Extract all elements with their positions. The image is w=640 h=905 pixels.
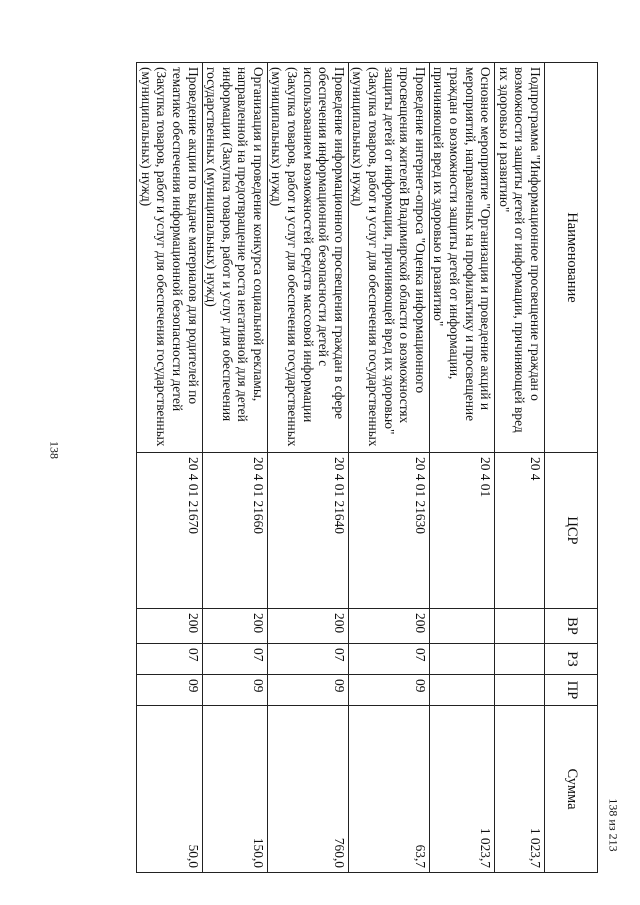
table-row — [137, 63, 202, 873]
cell-name: Основное мероприятие "Организация и проведение акций и мероприятий, направленных на профилактику и просвещение граждан о возможности защиты детей от информации, причиняющей вред их здоровью и развитию" — [429, 63, 494, 453]
header-pr: ПР — [545, 675, 598, 706]
table-header-row — [545, 63, 598, 873]
cell-vr: 200 — [202, 609, 267, 644]
cell-rz: 07 — [137, 644, 202, 675]
cell-sum: 1 023,7 — [495, 706, 545, 873]
budget-table — [136, 62, 598, 873]
cell-name: Подпрограмма "Информационное просвещение граждан о возможности защиты детей от информации, причиняющей вред их здоровью и развитию" — [495, 63, 545, 453]
cell-vr: 200 — [267, 609, 348, 644]
table-row — [348, 63, 429, 873]
cell-pr: 09 — [348, 675, 429, 706]
cell-csr: 20 4 — [495, 453, 545, 609]
cell-csr: 20 4 01 21630 — [348, 453, 429, 609]
cell-pr — [495, 675, 545, 706]
cell-sum: 50,0 — [137, 706, 202, 873]
cell-sum: 1 023,7 — [429, 706, 494, 873]
table-row — [429, 63, 494, 873]
cell-csr: 20 4 01 21660 — [202, 453, 267, 609]
header-rz: РЗ — [545, 644, 598, 675]
cell-csr: 20 4 01 21670 — [137, 453, 202, 609]
cell-csr: 20 4 01 — [429, 453, 494, 609]
budget-table-container — [108, 62, 598, 872]
cell-name: Проведение интернет-опроса "Оценка информационного просвещения жителей Владимирской области о возможностях защиты детей от информации, причиняющей вред их здоровью" (Закупка товаров, работ и услуг для обеспечения государственных (муниципальных) нужд) — [348, 63, 429, 453]
cell-sum: 760,0 — [267, 706, 348, 873]
cell-vr — [429, 609, 494, 644]
cell-rz: 07 — [202, 644, 267, 675]
cell-name: Проведение информационного просвещения граждан в сфере обеспечения информационной безопасности детей с использованием возможностей средств массовой информации (Закупка товаров, работ и услуг для обеспечения государственных (муниципальных) нужд) — [267, 63, 348, 453]
page-number-bottom: 138 из 213 — [606, 798, 621, 852]
cell-sum: 63,7 — [348, 706, 429, 873]
cell-rz — [429, 644, 494, 675]
cell-vr — [495, 609, 545, 644]
table-row — [495, 63, 545, 873]
cell-name: Проведение акции по выдаче материалов для родителей по тематике обеспечения информационной безопасности детей (Закупка товаров, работ и услуг для обеспечения государственных (муниципальных) нужд) — [137, 63, 202, 453]
cell-csr: 20 4 01 21640 — [267, 453, 348, 609]
header-csr: ЦСР — [545, 453, 598, 609]
page-number-top: 138 — [47, 441, 62, 459]
cell-sum: 150,0 — [202, 706, 267, 873]
header-vr: ВР — [545, 609, 598, 644]
cell-rz: 07 — [267, 644, 348, 675]
cell-pr: 09 — [202, 675, 267, 706]
header-name: Наименование — [545, 63, 598, 453]
cell-pr: 09 — [137, 675, 202, 706]
cell-name: Организация и проведение конкурса социальной рекламы, направленной на предотвращение роста негативной для детей информации (Закупка товаров, работ и услуг для обеспечения государственных (муниципальных) нужд) — [202, 63, 267, 453]
header-sum: Сумма — [545, 706, 598, 873]
cell-rz: 07 — [348, 644, 429, 675]
cell-pr: 09 — [267, 675, 348, 706]
table-row — [267, 63, 348, 873]
cell-vr: 200 — [348, 609, 429, 644]
cell-pr — [429, 675, 494, 706]
cell-rz — [495, 644, 545, 675]
cell-vr: 200 — [137, 609, 202, 644]
table-row — [202, 63, 267, 873]
